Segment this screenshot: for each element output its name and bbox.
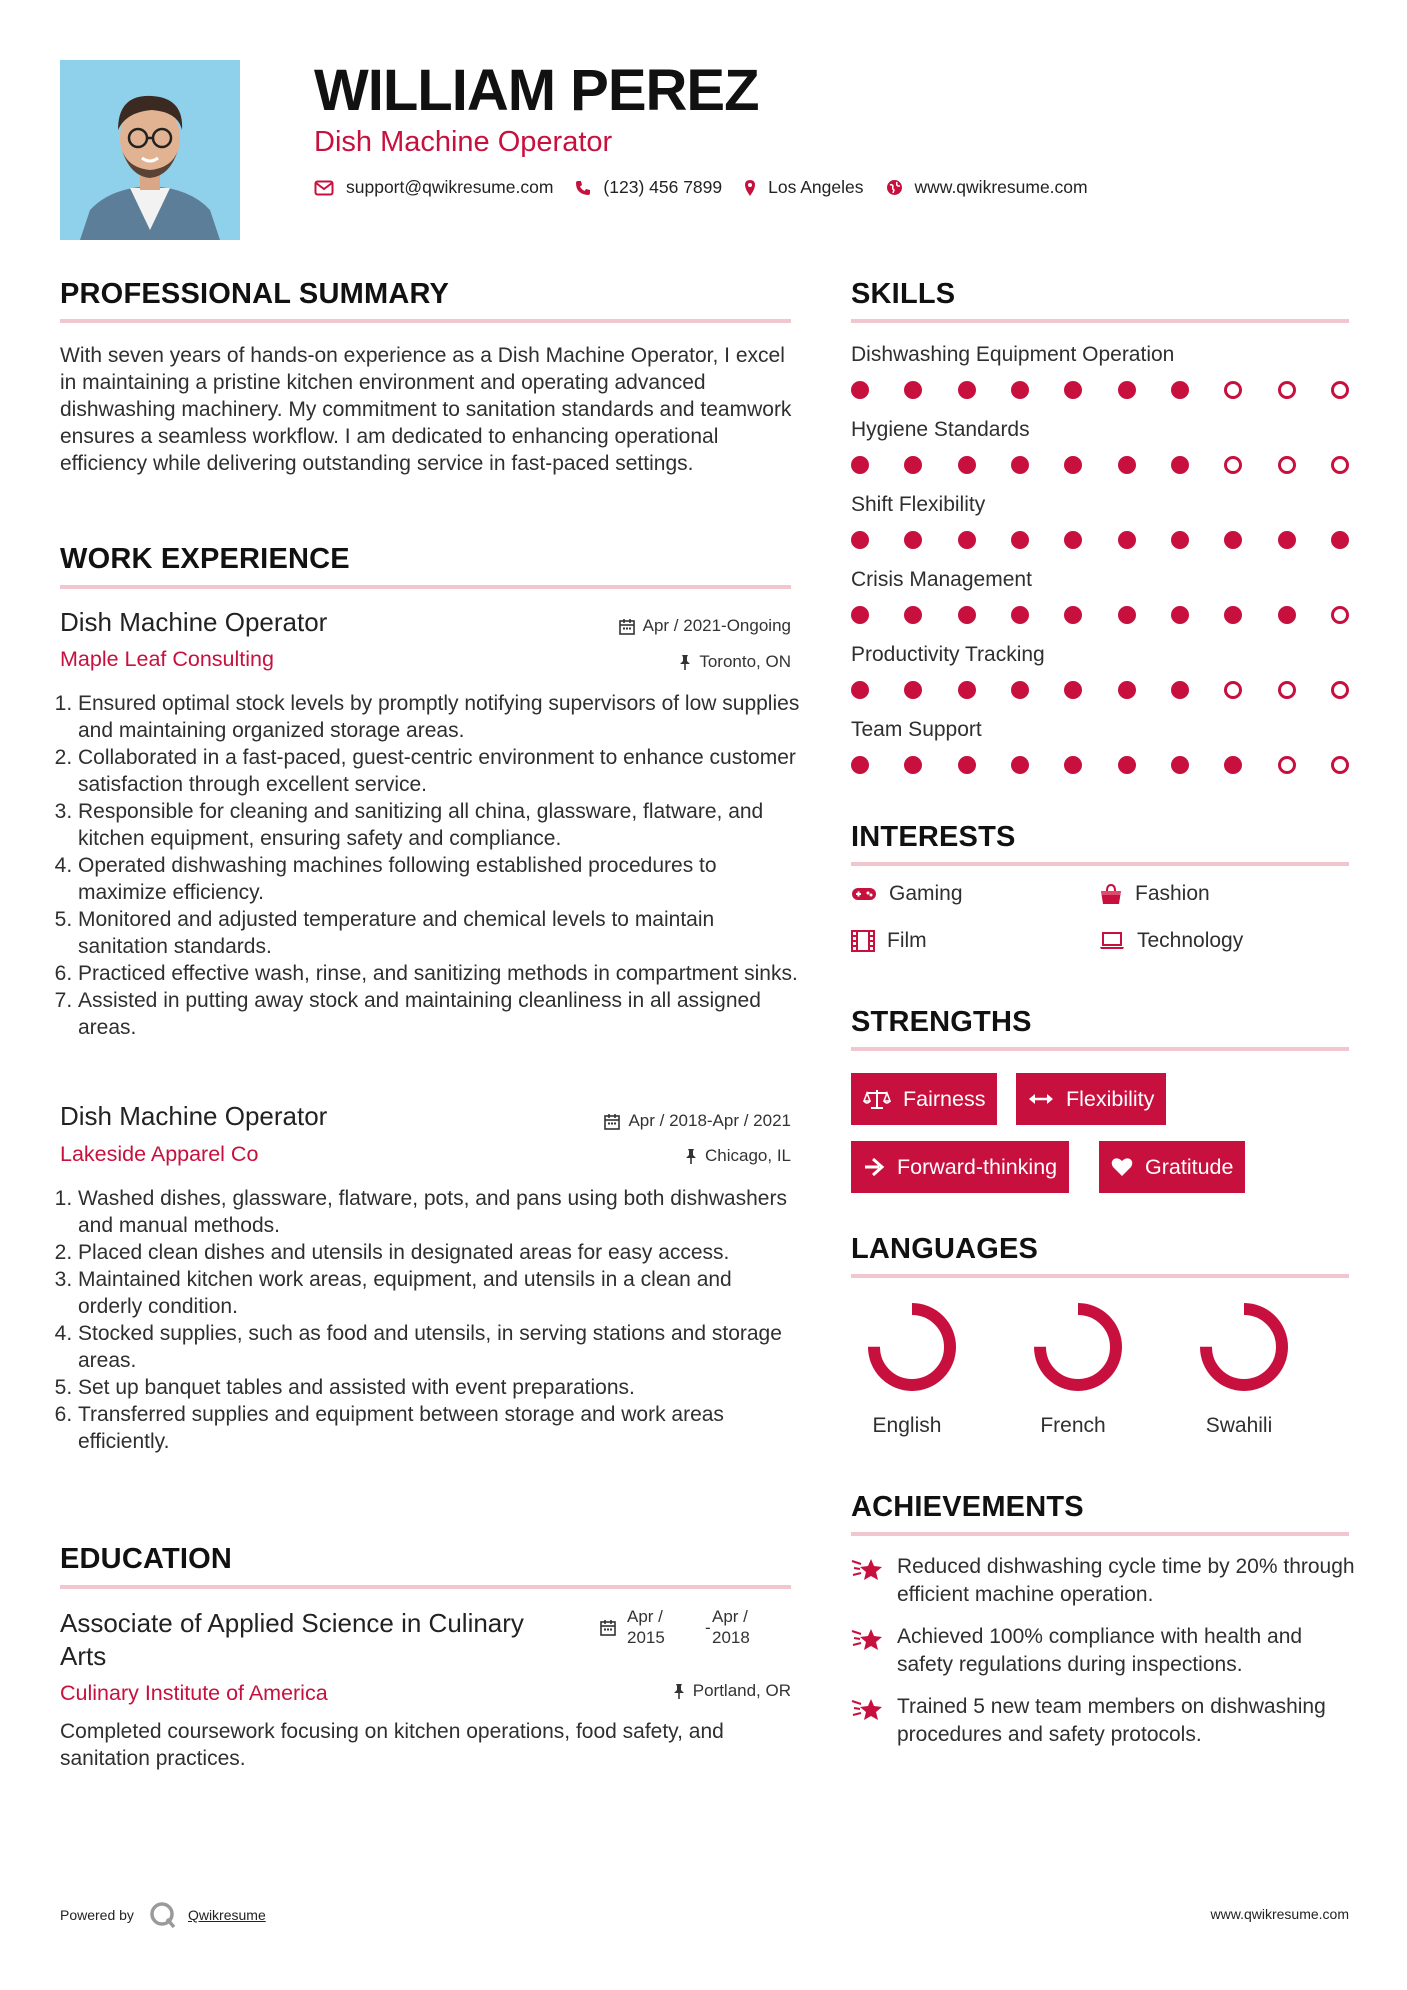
education-description: Completed coursework focusing on kitchen operations, food safety, and sanitation practices. [60,1720,724,1770]
achievement-text: Trained 5 new team members on dishwashing procedures and safety protocols. [897,1695,1326,1746]
job-bullets [60,1185,800,1455]
skill-rating [851,456,1349,476]
rating-dot-filled [1011,381,1029,399]
strength-tag [1016,1073,1166,1125]
location-text: Los Angeles [768,177,864,197]
degree-line-2: Arts [60,1641,107,1671]
list-item: 5. Monitored and adjusted temperature and chemical levels to maintain sanitation standards. [78,906,800,960]
rating-dot-filled [904,456,922,474]
language-ring [1189,1297,1299,1402]
rating-dot-filled [1224,756,1242,774]
arrows-horizontal-icon [1028,1091,1054,1107]
job-dates [604,1111,791,1131]
rating-dot-filled [958,456,976,474]
achievement-text: Achieved 100% compliance with health and safety regulations during inspections. [897,1625,1303,1676]
job-location-text: Chicago, IL [705,1146,791,1165]
rating-dot-filled [1011,756,1029,774]
shooting-star-icon [851,1623,885,1653]
list-item: 1. Ensured optimal stock levels by promptly notifying supervisors of low supplies and maintaining organized storage areas. [78,690,800,744]
list-item: 4. Stocked supplies, such as food and utensils, in serving stations and storage areas. [78,1320,800,1374]
contact-bar [314,177,1110,198]
rating-dot-filled [1064,531,1082,549]
job-location [685,1146,791,1166]
list-item: 4. Operated dishwashing machines following established procedures to maximize efficiency. [78,852,800,906]
language-proficiency-arc [1040,1309,1116,1385]
achievements-heading: ACHIEVEMENTS [851,1491,1084,1523]
edu-start-month: Apr / [627,1607,663,1626]
rating-dot-filled [1331,531,1349,549]
rating-dot-filled [958,606,976,624]
degree-line-1: Associate of Applied Science in Culinary [60,1608,524,1638]
footer-website[interactable]: www.qwikresume.com [1210,1906,1349,1922]
languages-divider [851,1274,1349,1278]
list-item: 3. Responsible for cleaning and sanitizing all china, glassware, flatware, and kitchen equipment, ensuring safety and compliance. [78,798,800,852]
strengths-divider [851,1047,1349,1051]
rating-dot-filled [1118,381,1136,399]
rating-dot-empty [1331,606,1349,624]
rating-dot-filled [1118,756,1136,774]
education-location [673,1681,791,1701]
edu-date-dash: - [705,1618,711,1637]
calendar-icon [619,618,635,635]
rating-dot-filled [1064,381,1082,399]
rating-dot-filled [1171,681,1189,699]
rating-dot-filled [1278,531,1296,549]
envelope-icon [314,180,334,196]
shooting-star-icon [851,1553,885,1583]
rating-dot-filled [1171,606,1189,624]
list-item: 6. Practiced effective wash, rinse, and sanitizing methods in compartment sinks. [78,960,800,987]
interests-heading: INTERESTS [851,821,1016,853]
education-heading: EDUCATION [60,1543,233,1575]
skill-name: Hygiene Standards [851,418,1030,441]
powered-by-text: Powered by [60,1907,134,1923]
language-proficiency-arc [874,1309,950,1385]
job-title: Dish Machine Operator [60,607,328,637]
education-dates [600,1606,791,1650]
strength-tag [851,1141,1069,1193]
rating-dot-filled [1278,606,1296,624]
contact-location [744,177,863,198]
profile-photo [60,60,240,240]
rating-dot-filled [1064,456,1082,474]
interest-label: Technology [1137,929,1244,952]
rating-dot-filled [1171,381,1189,399]
rating-dot-filled [1064,606,1082,624]
footer-branding [60,1900,266,1930]
rating-dot-filled [851,531,869,549]
rating-dot-filled [958,681,976,699]
rating-dot-filled [958,531,976,549]
pushpin-icon [673,1683,685,1700]
language-label: French [1040,1414,1106,1437]
list-item: 2. Placed clean dishes and utensils in designated areas for easy access. [78,1239,800,1266]
skill-rating [851,606,1349,626]
education-location-text: Portland, OR [692,1681,791,1700]
heart-icon [1111,1157,1133,1177]
rating-dot-empty [1331,681,1349,699]
candidate-title: Dish Machine Operator [314,126,613,158]
rating-dot-filled [904,531,922,549]
rating-dot-filled [1064,681,1082,699]
interest-item [851,882,963,906]
qwikresume-logo-icon [148,1900,178,1930]
rating-dot-filled [1011,531,1029,549]
skills-divider [851,319,1349,323]
list-item: 1. Washed dishes, glassware, flatware, pots, and pans using both dishwashers and manual methods. [78,1185,800,1239]
skill-name: Shift Flexibility [851,493,986,516]
rating-dot-filled [904,756,922,774]
contact-phone[interactable] [575,177,722,198]
strength-label: Gratitude [1145,1154,1234,1179]
globe-icon [886,179,903,196]
list-item: 7. Assisted in putting away stock and maintaining cleanliness in all assigned areas. [78,987,800,1041]
language-ring [857,1297,967,1402]
rating-dot-filled [851,606,869,624]
gamepad-icon [851,886,877,902]
summary-heading: PROFESSIONAL SUMMARY [60,278,450,310]
shooting-star-icon [851,1693,885,1723]
job-title: Dish Machine Operator [60,1101,328,1131]
strengths-heading: STRENGTHS [851,1006,1032,1038]
list-item: 6. Transferred supplies and equipment between storage and work areas efficiently. [78,1401,800,1455]
school-name: Culinary Institute of America [60,1681,328,1705]
strength-tag [1099,1141,1245,1193]
rating-dot-filled [1118,456,1136,474]
job-dates-text: Apr / 2018-Apr / 2021 [628,1111,791,1130]
rating-dot-empty [1278,756,1296,774]
film-icon [851,930,875,952]
edu-end-year: 2018 [712,1628,750,1647]
interest-item [1099,882,1210,906]
rating-dot-filled [1118,681,1136,699]
achievement-item [851,1693,1357,1749]
map-pin-icon [744,179,756,197]
achievement-text: Reduced dishwashing cycle time by 20% through efficient machine operation. [897,1555,1355,1606]
strength-label: Forward-thinking [897,1154,1058,1179]
job-location-text: Toronto, ON [699,652,791,671]
experience-divider [60,585,791,589]
rating-dot-empty [1224,456,1242,474]
rating-dot-filled [1118,606,1136,624]
rating-dot-filled [851,756,869,774]
language-label: Swahili [1205,1414,1273,1437]
rating-dot-filled [904,606,922,624]
skill-rating [851,681,1349,701]
rating-dot-filled [851,456,869,474]
rating-dot-empty [1331,456,1349,474]
strength-tag [851,1073,997,1125]
rating-dot-filled [1064,756,1082,774]
rating-dot-filled [1011,456,1029,474]
calendar-icon [600,1619,616,1636]
pushpin-icon [679,654,691,671]
contact-website[interactable] [886,177,1088,198]
language-proficiency-arc [1206,1309,1282,1385]
achievements-divider [851,1532,1349,1536]
experience-heading: WORK EXPERIENCE [60,543,350,575]
interest-label: Fashion [1135,882,1210,905]
shopping-bag-icon [1099,883,1123,905]
strength-label: Flexibility [1066,1086,1155,1111]
qwikresume-link[interactable]: Qwikresume [187,1907,266,1923]
rating-dot-filled [1118,531,1136,549]
rating-dot-filled [1171,456,1189,474]
list-item: 2. Collaborated in a fast-paced, guest-centric environment to enhance customer satisfaction through excellent service. [78,744,800,798]
rating-dot-empty [1224,381,1242,399]
summary-divider [60,319,791,323]
list-item: 3. Maintained kitchen work areas, equipment, and utensils in a clean and orderly condition. [78,1266,800,1320]
rating-dot-empty [1331,381,1349,399]
pushpin-icon [685,1148,697,1165]
languages-heading: LANGUAGES [851,1233,1039,1265]
language-ring [1023,1297,1133,1402]
job-dates [619,616,791,636]
summary-text: With seven years of hands-on experience as a Dish Machine Operator, I excel in maintaining a pristine kitchen environment and operating advanced dishwashing machinery. My commitment to sanitation standards and teamwork ensures a seamless workflow. I am dedicated to enhancing operational efficiency while delivering outstanding service in fast-paced settings. [60,344,792,475]
interests-divider [851,862,1349,866]
rating-dot-filled [958,381,976,399]
rating-dot-filled [1224,606,1242,624]
interest-label: Film [887,929,927,952]
rating-dot-empty [1224,681,1242,699]
laptop-icon [1099,932,1125,950]
rating-dot-filled [904,681,922,699]
strength-label: Fairness [903,1086,986,1111]
rating-dot-empty [1278,456,1296,474]
rating-dot-filled [1011,606,1029,624]
skill-name: Crisis Management [851,568,1032,591]
achievement-item [851,1553,1357,1609]
job-dates-text: Apr / 2021-Ongoing [642,616,791,635]
phone-text: (123) 456 7899 [603,177,723,197]
rating-dot-filled [1224,531,1242,549]
edu-start-year: 2015 [627,1628,665,1647]
interest-item [1099,929,1243,953]
skills-heading: SKILLS [851,278,956,310]
calendar-icon [604,1113,620,1130]
arrow-right-icon [863,1157,885,1177]
email-text: support@qwikresume.com [346,177,554,197]
contact-email[interactable] [314,177,553,198]
rating-dot-filled [851,381,869,399]
edu-end-month: Apr / [712,1607,748,1626]
skill-rating [851,531,1349,551]
rating-dot-empty [1278,381,1296,399]
interest-label: Gaming [889,882,963,905]
candidate-name: WILLIAM PEREZ [314,58,759,123]
interest-item [851,929,927,953]
phone-icon [575,180,591,196]
balance-scale-icon [863,1088,891,1110]
achievement-item [851,1623,1357,1679]
skill-rating [851,381,1349,401]
rating-dot-empty [1331,756,1349,774]
job-bullets [60,690,800,1041]
rating-dot-empty [1278,681,1296,699]
rating-dot-filled [1171,756,1189,774]
skill-name: Productivity Tracking [851,643,1045,666]
job-location [679,652,791,672]
skill-name: Team Support [851,718,982,741]
rating-dot-filled [904,381,922,399]
rating-dot-filled [1011,681,1029,699]
job-company: Lakeside Apparel Co [60,1142,259,1166]
rating-dot-filled [958,756,976,774]
job-company: Maple Leaf Consulting [60,647,274,671]
language-label: English [872,1414,942,1437]
rating-dot-filled [1171,531,1189,549]
rating-dot-filled [851,681,869,699]
education-divider [60,1585,791,1589]
skill-rating [851,756,1349,776]
skill-name: Dishwashing Equipment Operation [851,343,1175,366]
website-text: www.qwikresume.com [914,177,1088,197]
list-item: 5. Set up banquet tables and assisted with event preparations. [78,1374,800,1401]
